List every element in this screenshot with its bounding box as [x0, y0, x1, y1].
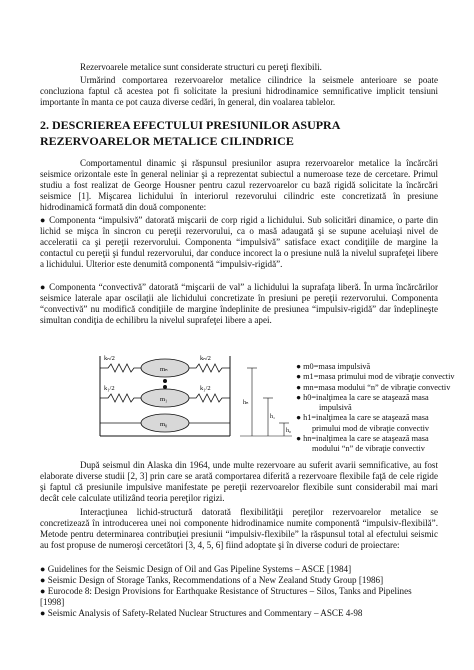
legend-item-m0: ● m0=masa impulsivă	[296, 362, 371, 371]
legend-item-h1-cont: primului mod de vibraţie convectiv	[312, 423, 430, 433]
intro-line: Rezervoarele metalice sunt considerate structuri cu pereţi flexibili.	[80, 62, 322, 72]
after-paragraph-1: După seismul din Alaska din 1964, unde multe rezervoare au suferit avarii semnificative, au fost elaborate diverse studii [2, 3] prin care se arată comportarea diferită a rezervoare flexibile faţă de cele rigide şi faptul că presiunile impulsive manifestate pe pereţii rezervoarelor flexibile sunt considerabil mai mari decât cele calculate utilizând teoria pereţilor rigizi.	[40, 460, 438, 503]
legend-item-h0-cont: impulsivă	[319, 403, 352, 413]
intro-paragraph: Urmărind comportarea rezervoarelor metalice cilindrice la seismele anterioare se poate concluziona faptul că acestea pot fi solicitate la presiuni hidrodinamice semnificative implicit tensiuni importante în manta ce pot cauza diverse cedări, în general, din voalarea tablelor.	[40, 75, 438, 107]
mass-label-1: m₁	[160, 396, 168, 403]
spring-label-1-right: k₁/2	[200, 385, 211, 392]
height-label-1: h₁	[270, 414, 276, 420]
spring-label-n-left: kₙ/2	[104, 355, 115, 362]
bullet-convective: ● Componenta “convectivă” datorată “mişcarii de val” a lichidului la suprafaţa liberă. În urma încărcărilor seismice laterale apar oscilaţii ale lichidului concretizate în presiuni pe pereţii rezervorului. Componenta “convectivă” nu modifică condiţiile de margine îndeplinite de presiunea “impulsiv-rigidă” dar îndeplineşte simultan condiţia de echilibru la nivelul suprafeţei libere a apei.	[40, 282, 438, 325]
mass-label-n: mₙ	[160, 366, 168, 373]
legend-item-hn: ● hn=inalţimea la care se ataşează masa	[296, 434, 429, 444]
legend-item-h0: ● h0=inalţimea la care se ataşează masa	[296, 392, 429, 402]
body-paragraph: Comportamentul dinamic şi răspunsul presiunilor asupra rezervoarelor metalice la încărcări seismice orizontale este în general neliniar şi a reprezentat subiectul a numeroase teze de cercetare. Primul studiu a fost realizat de George Housner pentru cazul rezervoarelor cu bază rigidă solicitate la încărcări seismice [1]. Mişcarea lichidului în interiorul rezevorului cilindric este concretizată în presiune hidrodinamică formată din două componente:	[40, 158, 438, 212]
mass-label-0: m₀	[160, 421, 168, 428]
code-item-2: ● Seismic Design of Storage Tanks, Recommendations of a New Zealand Study Group [1986]	[40, 575, 384, 585]
legend-item-hn-cont: modului “n” de vibraţie convectiv	[312, 444, 425, 454]
height-label-0: h₀	[286, 428, 292, 434]
code-item-4: ● Seismic Analysis of Safety-Related Nuclear Structures and Commentary – ASCE 4-98	[40, 608, 363, 618]
bullet-impulsive: ● Componenta “impulsivă” datorată mişcarii de corp rigid a lichidului. Sub solicitări dinamice, o parte din lichid se mişca în sincron cu pereţii rezervorului, ca o masă adaugată şi se supune aceluiaşi nivel de acceleratii ca şi pereţii rezervorului. Componenta “impulsivă” satisface exact condiţiile de margine la contactul cu pereţii şi fundul rezervorului, dar conduce incorect la o presiune nulă la nivelul suprafeţei libere a lichidului. Ulterior este denumită componentă “impulsiv-rigidă”.	[40, 215, 438, 269]
spring-label-n-right: kₙ/2	[200, 355, 211, 362]
section-heading-line-1: 2. DESCRIEREA EFECTULUI PRESIUNILOR ASUPRA	[40, 118, 341, 132]
height-label-n: hₙ	[243, 400, 249, 406]
legend-item-h1: ● h1=inalţimea la care se ataşează masa	[296, 413, 429, 423]
code-item-3: ● Eurocode 8: Design Provisions for Earthquake Resistance of Structures – Silos, Tanks and Pipelines [1998]	[40, 586, 412, 607]
after-paragraph-2: Interacţiunea lichid-structură datorată flexibilităţii pereţilor rezervoarelor metalice se concretizează în introducerea unei noi componente hidrodinamice numite componentă “impulsiv-flexibilă”. Metode pentru determinarea contribuţiei presiunii “impulsiv-flexibile” la răspunsul total al efectului seismic au fost propuse de numeroşi cercetători [3, 4, 5, 6] fiind adoptate şi în diverse coduri de proiectare:	[40, 507, 438, 550]
legend-item-mn: ● mn=masa modului “n” de vibraţie convectiv	[296, 382, 451, 392]
spring-label-1-left: k₁/2	[104, 385, 115, 392]
section-heading-line-2: REZERVOARELOR METALICE CILINDRICE	[40, 134, 294, 148]
code-item-1: ● Guidelines for the Seismic Design of Oil and Gas Pipeline Systems – ASCE [1984]	[40, 564, 352, 574]
legend-item-m1: ● m1=masa primului mod de vibraţie convectiv	[296, 372, 455, 382]
figure-legend	[296, 362, 456, 455]
